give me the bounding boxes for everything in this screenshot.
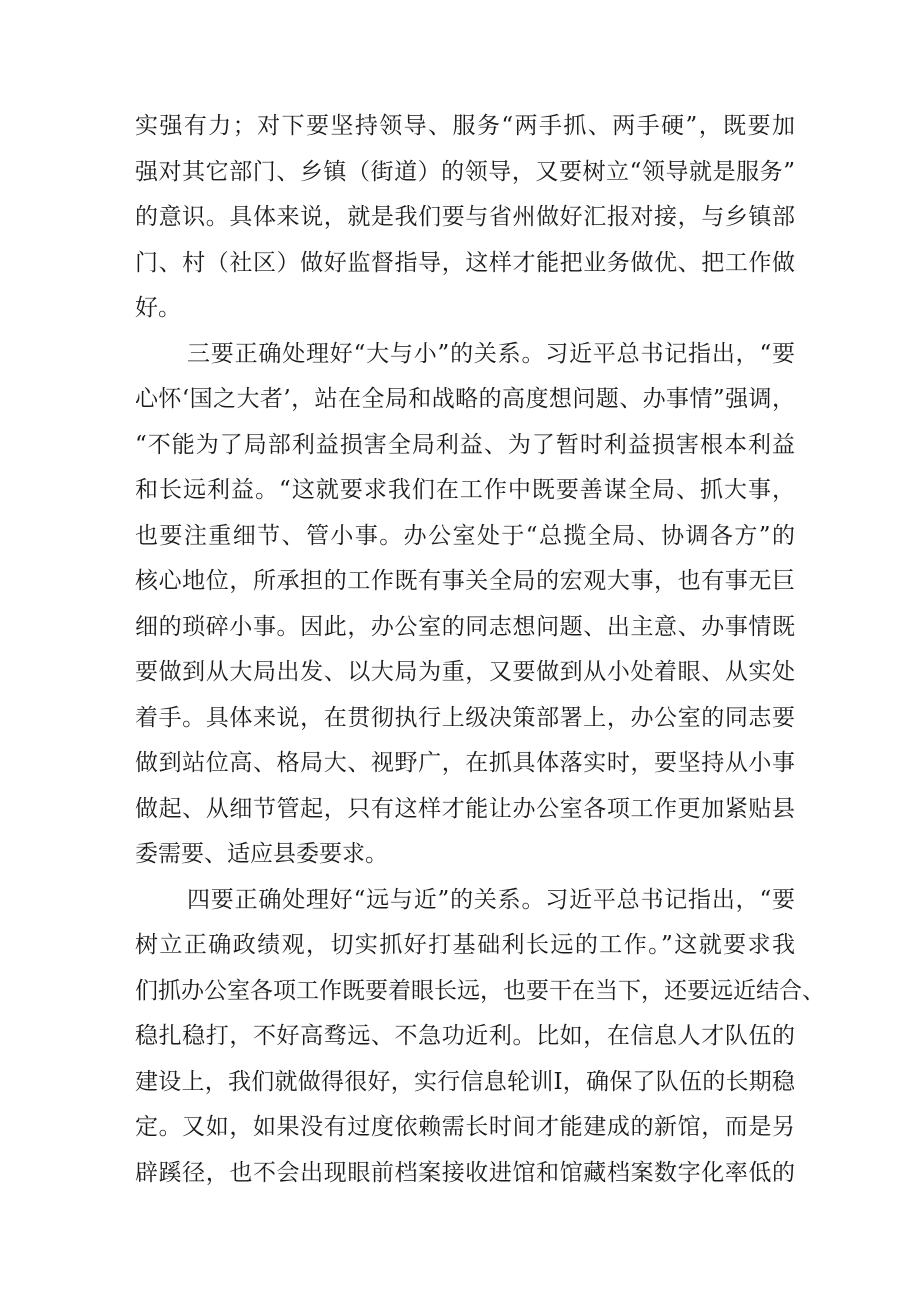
paragraph-1-line-3: 的意识。具体来说，就是我们要与省州做好汇报对接，与乡镇部 [135, 204, 795, 230]
paragraph-2-line-4: 和长远利益。“这就要求我们在工作中既要善谋全局、抓大事， [135, 477, 795, 503]
paragraph-2-line-1: 三要正确处理好“大与小”的关系。习近平总书记指出，“要 [187, 340, 795, 367]
paragraph-2-line-3: “不能为了局部利益损害全局利益、为了暂时利益损害根本利益 [135, 431, 795, 458]
paragraph-2-line-2: 心怀‘国之大者’，站在全局和战略的高度想问题、办事情”强调， [135, 386, 795, 412]
paragraph-1-line-5: 好。 [135, 295, 181, 321]
paragraph-3-line-7: 辟蹊径，也不会出现眼前档案接收进馆和馆藏档案数字化率低的 [135, 1159, 795, 1186]
paragraph-2-line-8: 要做到从大局出发、以大局为重，又要做到从小处着眼、从实处 [135, 659, 795, 685]
paragraph-2-line-11: 做起、从细节管起，只有这样才能让办公室各项工作更加紧贴县 [135, 795, 795, 822]
paragraph-1-line-2: 强对其它部门、乡镇（街道）的领导，又要树立“领导就是服务” [135, 158, 795, 185]
paragraph-2-line-6: 核心地位，所承担的工作既有事关全局的宏观大事，也有事无巨 [135, 568, 795, 594]
paragraph-3-line-1: 四要正确处理好“远与近”的关系。习近平总书记指出，“要 [187, 886, 795, 913]
paragraph-2-line-7: 细的琐碎小事。因此，办公室的同志想问题、出主意、办事情既 [135, 613, 795, 640]
paragraph-3-line-3: 们抓办公室各项工作既要着眼长远，也要干在当下，还要远近结合、 [135, 977, 825, 1004]
paragraph-2-line-12: 委需要、适应县委要求。 [135, 841, 388, 867]
paragraph-3-line-5: 建设上，我们就做得很好，实行信息轮训I，确保了队伍的长期稳 [135, 1068, 795, 1095]
paragraph-2-line-5: 也要注重细节、管小事。办公室处于“总揽全局、协调各方”的 [135, 522, 795, 549]
paragraph-2-line-10: 做到站位高、格局大、视野广，在抓具体落实时，要坚持从小事 [135, 750, 795, 776]
paragraph-1-line-1: 实强有力；对下要坚持领导、服务“两手抓、两手硬”，既要加 [135, 113, 795, 139]
paragraph-2-line-9: 着手。具体来说，在贯彻执行上级决策部署上，办公室的同志要 [135, 704, 795, 731]
paragraph-3-line-6: 定。又如，如果没有过度依赖需长时间才能建成的新馆，而是另 [135, 1114, 795, 1140]
body-text [135, 104, 825, 1196]
paragraph-3-line-2: 树立正确政绩观，切实抓好打基础利长远的工作。”这就要求我 [135, 932, 795, 958]
paragraph-1-line-4: 门、村（社区）做好监督指导，这样才能把业务做优、把工作做 [135, 249, 795, 276]
paragraph-3-line-4: 稳扎稳打，不好高骛远、不急功近利。比如，在信息人才队伍的 [135, 1023, 795, 1049]
